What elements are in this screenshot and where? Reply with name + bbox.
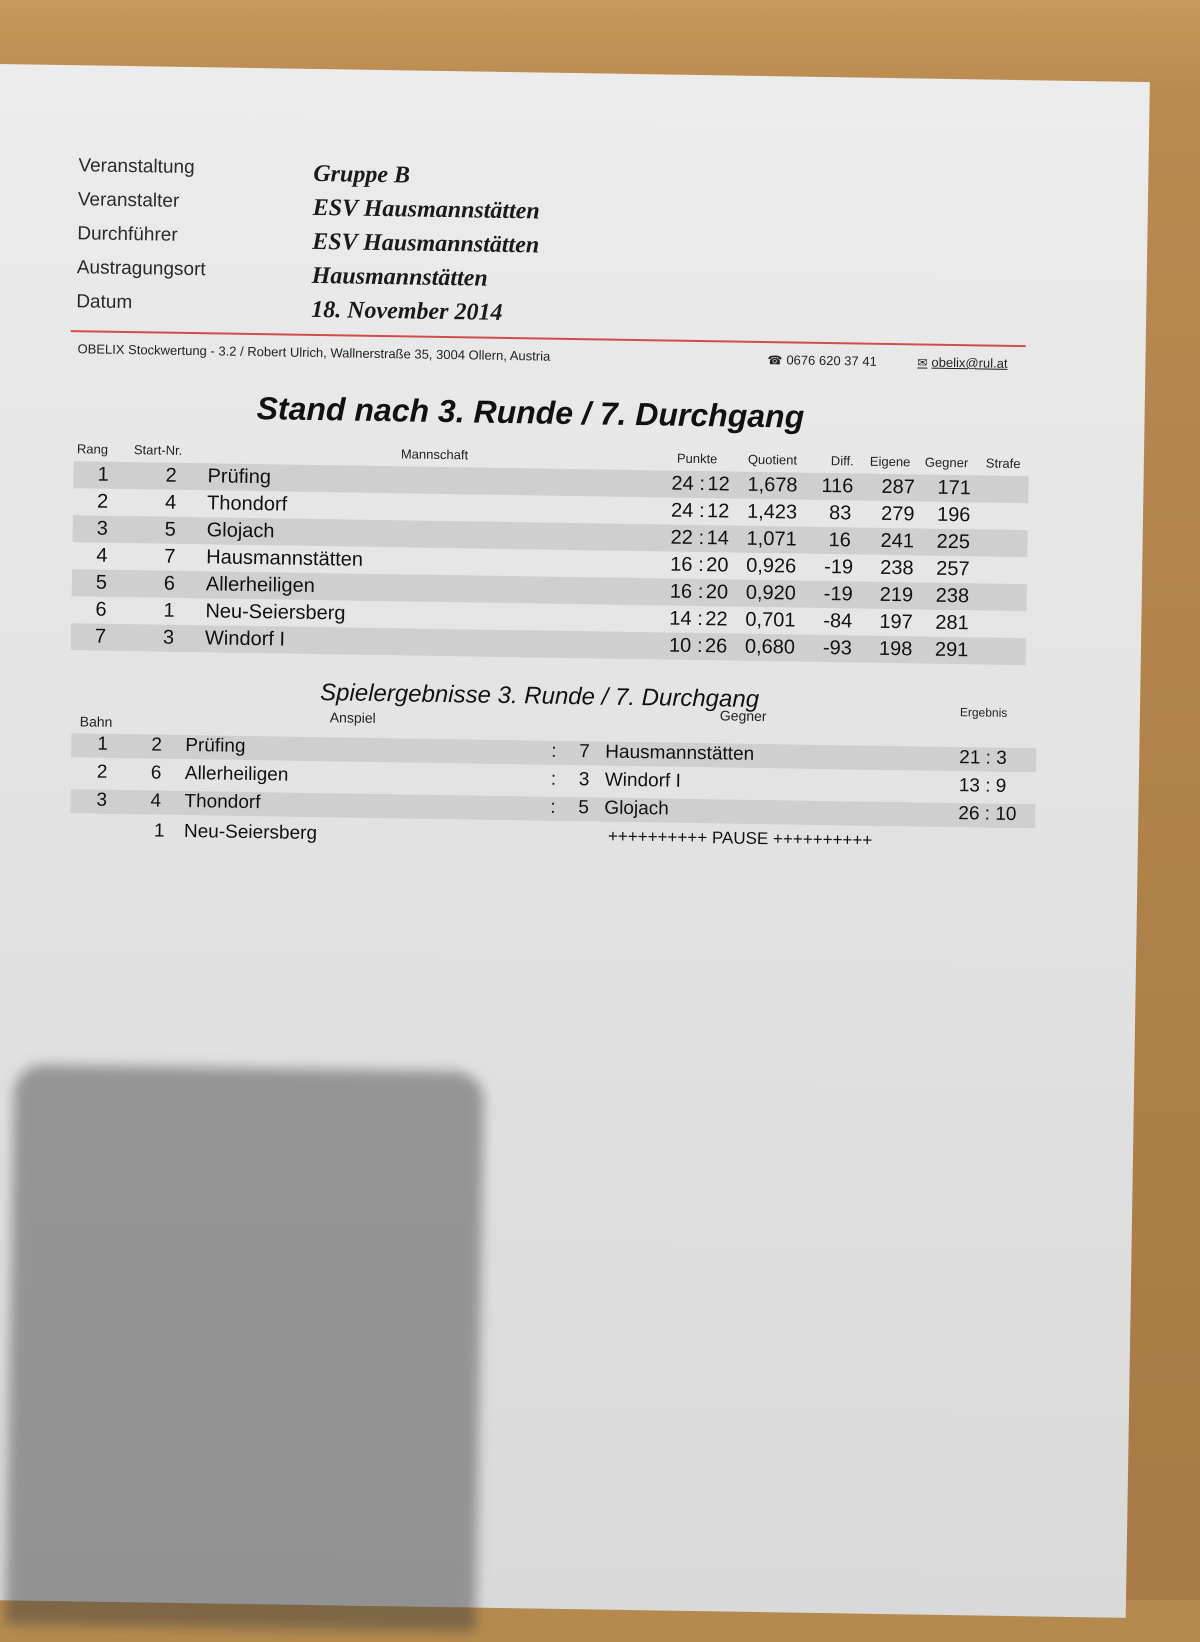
bye-team-name: Neu-Seiersberg <box>183 820 318 845</box>
col-gegner: Gegner <box>719 707 767 725</box>
col-strafe: Strafe <box>985 455 1021 472</box>
pause-marker: ++++++++++ PAUSE ++++++++++ <box>607 826 873 850</box>
gegner: 225 <box>936 530 971 554</box>
software-credit: OBELIX Stockwertung - 3.2 / Robert Ulrich, Wallnerstraße 35, 3004 Ollern, Austria <box>77 341 551 364</box>
opponent-nr: 5 <box>578 797 590 819</box>
points-won: 16 <box>669 580 693 603</box>
col-gegner: Gegner <box>924 454 969 471</box>
rang: 5 <box>95 571 108 594</box>
gegner: 238 <box>935 584 970 608</box>
team-name: Prüfing <box>207 465 272 489</box>
gegner: 171 <box>937 476 972 500</box>
start-nr: 2 <box>151 734 163 756</box>
points-sep: : <box>699 473 706 496</box>
standings-title: Stand nach 3. Runde / 7. Durchgang <box>256 390 805 435</box>
points-lost: 20 <box>705 581 729 604</box>
score: 21 : 3 <box>959 747 1007 769</box>
team-name: Thondorf <box>206 492 288 516</box>
bye-start-nr: 1 <box>153 820 165 842</box>
points-sep: : <box>698 500 705 523</box>
eigene: 241 <box>880 529 915 553</box>
quotient: 0,920 <box>745 581 797 605</box>
info-value: ESV Hausmannstätten <box>312 194 540 225</box>
team-name: Allerheiligen <box>184 762 289 786</box>
separator: : <box>550 768 557 790</box>
eigene: 238 <box>880 556 914 580</box>
eigene: 219 <box>879 583 914 607</box>
phone-number: 0676 620 37 41 <box>786 352 877 369</box>
col-startnr: Start-Nr. <box>133 442 183 458</box>
col-bahn: Bahn <box>79 713 113 730</box>
points-lost: 12 <box>706 500 730 523</box>
points-lost: 22 <box>705 608 728 631</box>
diff: 116 <box>821 474 854 498</box>
points-lost: 26 <box>704 635 728 658</box>
start-nr: 6 <box>163 572 176 595</box>
start-nr: 4 <box>164 491 177 514</box>
quotient: 1,423 <box>746 500 798 524</box>
start-nr: 5 <box>164 518 177 541</box>
score: 26 : 10 <box>958 803 1017 826</box>
start-nr: 4 <box>150 790 162 812</box>
points-won: 24 <box>670 499 694 522</box>
email-contact[interactable] <box>917 354 1007 370</box>
col-anspiel: Anspiel <box>329 709 376 726</box>
points-won: 10 <box>668 634 692 657</box>
start-nr: 1 <box>163 599 175 622</box>
team-name: Hausmannstätten <box>206 546 364 571</box>
email-address: obelix@rul.at <box>931 354 1008 371</box>
gegner: 291 <box>934 638 969 662</box>
hand-shadow <box>5 1064 484 1631</box>
points-lost: 12 <box>707 473 730 496</box>
points-sep: : <box>697 581 704 604</box>
team-name: Prüfing <box>185 734 246 757</box>
eigene: 287 <box>881 475 916 499</box>
info-label: Austragungsort <box>76 257 206 281</box>
rang: 3 <box>96 517 109 540</box>
col-mannschaft: Mannschaft <box>400 446 469 463</box>
start-nr: 2 <box>165 464 177 487</box>
opponent-name: Glojach <box>604 797 669 820</box>
start-nr: 6 <box>150 762 162 784</box>
diff: -84 <box>823 610 853 633</box>
gegner: 281 <box>935 611 969 635</box>
rang: 1 <box>97 463 109 486</box>
gegner: 196 <box>936 503 971 527</box>
results-title: Spielergebnisse 3. Runde / 7. Durchgang <box>319 679 760 713</box>
paper-sheet <box>0 64 1150 1618</box>
opponent-nr: 7 <box>579 741 591 763</box>
team-name: Allerheiligen <box>205 573 315 598</box>
info-label: Datum <box>76 291 133 314</box>
info-value: ESV Hausmannstätten <box>312 228 540 259</box>
opponent-nr: 3 <box>578 769 590 791</box>
eigene: 198 <box>878 637 913 661</box>
points-lost: 20 <box>706 554 729 577</box>
info-value: Gruppe B <box>313 160 411 189</box>
bahn: 3 <box>96 789 108 811</box>
bahn: 1 <box>97 733 109 755</box>
col-ergebnis: Ergebnis <box>959 705 1008 720</box>
start-nr: 3 <box>162 626 175 649</box>
quotient: 1,071 <box>746 527 797 551</box>
team-name: Neu-Seiersberg <box>205 600 346 625</box>
opponent-name: Windorf I <box>604 769 682 792</box>
col-punkte: Punkte <box>676 450 718 467</box>
points-won: 16 <box>670 553 693 576</box>
points-sep: : <box>698 554 704 577</box>
info-label: Veranstaltung <box>78 155 195 179</box>
opponent-name: Hausmannstätten <box>605 741 755 765</box>
info-label: Veranstalter <box>77 189 180 212</box>
start-nr: 7 <box>164 545 176 568</box>
col-rang: Rang <box>76 441 109 457</box>
eigene: 279 <box>880 502 915 526</box>
info-label: Durchführer <box>77 223 178 246</box>
col-eigene: Eigene <box>869 453 911 470</box>
diff: 83 <box>828 502 852 525</box>
info-value: 18. November 2014 <box>310 296 503 326</box>
rang: 2 <box>96 490 109 513</box>
team-name: Windorf I <box>204 627 286 651</box>
eigene: 197 <box>879 610 913 634</box>
points-sep: : <box>696 635 703 658</box>
quotient: 1,678 <box>747 473 798 497</box>
points-sep: : <box>697 608 704 631</box>
rang: 4 <box>96 544 108 567</box>
diff: 16 <box>828 529 852 552</box>
bahn: 2 <box>96 761 108 783</box>
diff: -19 <box>823 583 853 606</box>
mail-icon: ✉ <box>917 355 928 370</box>
rang: 6 <box>95 598 107 621</box>
points-won: 14 <box>669 607 692 630</box>
col-quotient: Quotient <box>747 451 798 468</box>
quotient: 0,701 <box>745 608 796 632</box>
rang: 7 <box>94 625 107 648</box>
phone-contact <box>767 352 877 369</box>
points-sep: : <box>698 527 705 550</box>
info-value: Hausmannstätten <box>311 262 488 292</box>
quotient: 0,926 <box>746 554 797 578</box>
team-name: Glojach <box>206 519 275 543</box>
col-diff: Diff. <box>830 453 854 469</box>
quotient: 0,680 <box>744 635 796 659</box>
phone-icon: ☎ <box>767 353 783 368</box>
separator: : <box>551 740 557 762</box>
diff: -93 <box>822 636 853 660</box>
points-won: 24 <box>671 472 694 495</box>
points-lost: 14 <box>706 527 730 550</box>
diff: -19 <box>824 556 854 579</box>
separator: : <box>550 796 556 818</box>
points-won: 22 <box>670 526 694 549</box>
team-name: Thondorf <box>184 790 261 814</box>
gegner: 257 <box>936 557 970 581</box>
score: 13 : 9 <box>958 775 1007 797</box>
